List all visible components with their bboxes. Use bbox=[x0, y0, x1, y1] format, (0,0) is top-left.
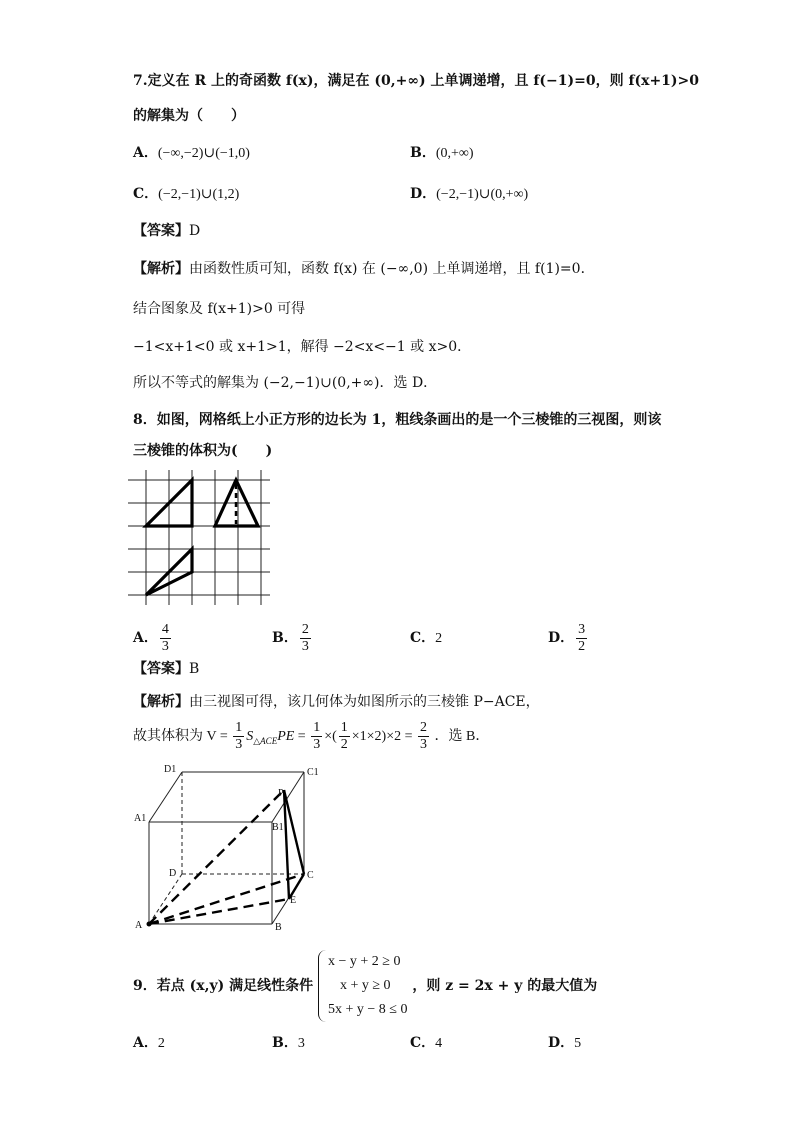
q8-option-b-fraction: $\frac{2}{3}$ bbox=[301, 621, 309, 654]
q9-option-a: A．2 bbox=[133, 1035, 165, 1051]
label-e: E bbox=[290, 895, 297, 906]
q9-option-b: B．3 bbox=[272, 1035, 305, 1051]
q7-option-c: C．(−2,−1)∪(1,2) bbox=[133, 186, 240, 202]
label-b: B bbox=[275, 922, 282, 933]
point-a bbox=[147, 922, 152, 927]
q7-option-b: B．(0,+∞) bbox=[410, 145, 474, 161]
q7-analysis-4: 所以不等式的解集为 (−2,−1)∪(0,+∞)．选 D． bbox=[133, 375, 438, 391]
q8-option-a: A． $\frac{4}{3}$ bbox=[133, 621, 169, 654]
q7-option-a: A．(−∞,−2)∪(−1,0) bbox=[133, 145, 250, 161]
q8-answer: 【答案】B bbox=[133, 661, 200, 677]
q8-stem-line-1: 8．如图，网格纸上小正方形的边长为 1，粗线条画出的是一个三棱锥的三视图，则该 bbox=[133, 412, 662, 428]
q8-analysis-1: 【解析】由三视图可得，该几何体为如图所示的三棱锥 P−ACE， bbox=[133, 694, 540, 710]
cube-figure bbox=[132, 762, 332, 934]
edge-ac bbox=[149, 874, 304, 924]
edge-ae bbox=[149, 899, 289, 924]
q8-option-d: D． $\frac{3}{2}$ bbox=[548, 621, 586, 654]
q9-option-c: C．4 bbox=[410, 1035, 443, 1051]
q8-volume-formula: 故其体积为 V = $\frac{1}{3}$ $S_{\triangle ACE}PE$ = $\frac{1}{3}$ ×( $\frac{1}{2}$ ×1×2)×2 = $\frac{2}{3}$ ．选 B． bbox=[133, 720, 490, 753]
label-c: C bbox=[307, 870, 314, 881]
q8-option-a-fraction: $\frac{4}{3}$ bbox=[161, 621, 169, 654]
q7-analysis-1: 【解析】由函数性质可知，函数 f(x) 在 (−∞,0) 上单调递增，且 f(1)=0． bbox=[133, 261, 595, 277]
label-a1: A1 bbox=[134, 813, 147, 824]
q8-option-d-fraction: $\frac{3}{2}$ bbox=[578, 621, 586, 654]
q8-option-b: B． $\frac{2}{3}$ bbox=[272, 621, 309, 654]
q7-stem-line-1: 7.定义在 R 上的奇函数 f(x)，满足在 (0,+∞) 上单调递增，且 f(−1)=0，则 f(x+1)>0 bbox=[133, 73, 700, 89]
label-a: A bbox=[135, 920, 143, 931]
label-d: D bbox=[169, 868, 177, 879]
label-c1: C1 bbox=[307, 767, 319, 778]
label-b1: B1 bbox=[272, 822, 284, 833]
q8-stem-line-2: 三棱锥的体积为( ) bbox=[133, 443, 273, 459]
q9-option-d: D．5 bbox=[548, 1035, 582, 1051]
q8-option-c: C．2 bbox=[410, 630, 443, 646]
q7-analysis-3: −1<x+1<0 或 x+1>1，解得 −2<x<−1 或 x>0． bbox=[133, 339, 472, 355]
q7-stem-line-2: 的解集为（ ） bbox=[133, 108, 245, 124]
q9-stem: 9．若点 (x,y) 满足线性条件 x − y + 2 ≥ 0 x + y ≥ 0 5x + y − 8 ≤ 0 ，则 z = 2x + y 的最大值为 bbox=[133, 950, 597, 1022]
q7-analysis-2: 结合图象及 f(x+1)>0 可得 bbox=[133, 301, 306, 317]
q7-option-d: D．(−2,−1)∪(0,+∞) bbox=[410, 186, 529, 202]
label-p: P bbox=[278, 788, 284, 799]
q9-constraint-system: x − y + 2 ≥ 0 x + y ≥ 0 5x + y − 8 ≤ 0 bbox=[318, 950, 407, 1022]
three-view-figure bbox=[128, 470, 273, 607]
q7-answer: 【答案】D bbox=[133, 223, 201, 239]
label-d1: D1 bbox=[164, 764, 177, 775]
